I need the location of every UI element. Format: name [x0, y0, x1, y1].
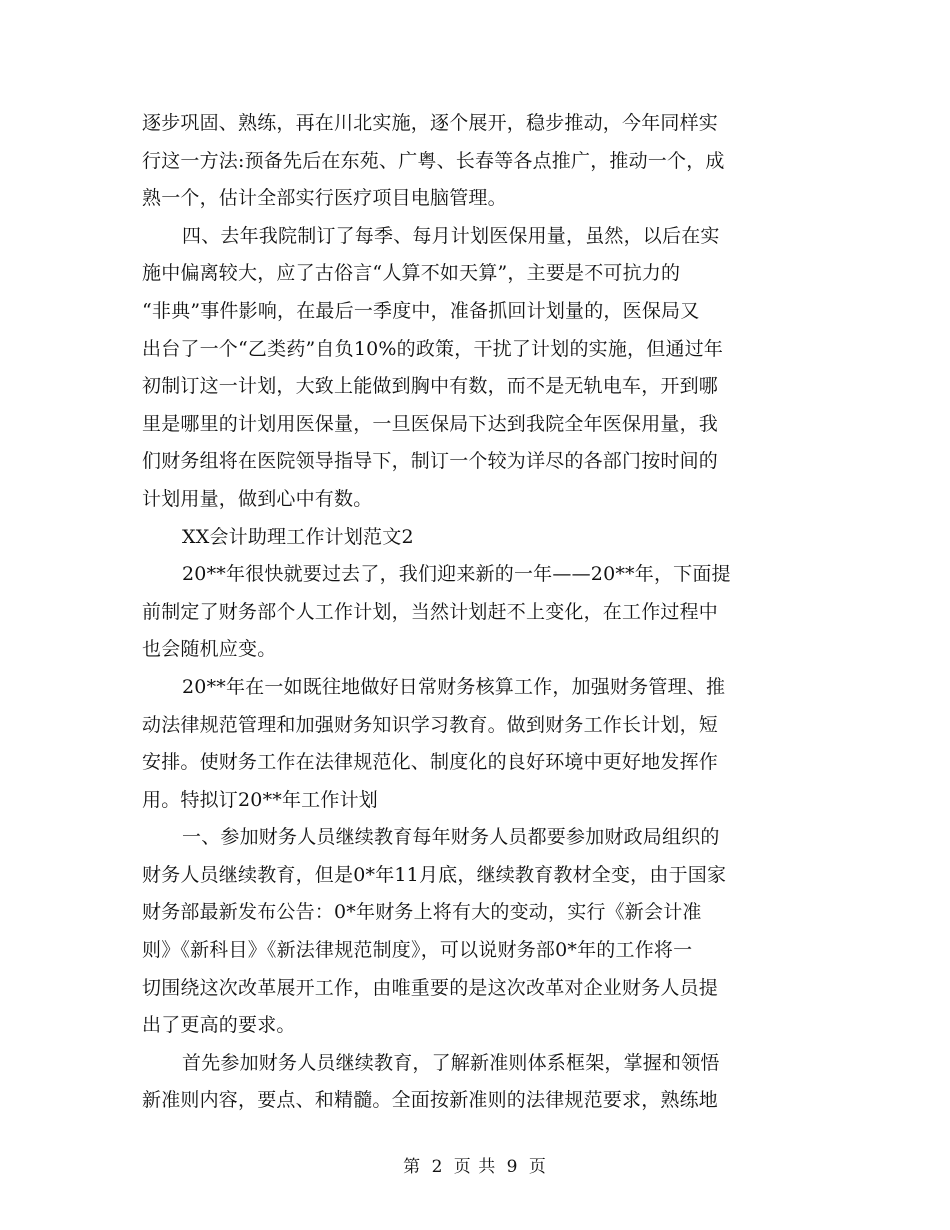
text-line: 新准则内容，要点、和精髓。全面按新准则的法律规范要求，熟练地	[142, 1089, 719, 1112]
text-line: 里是哪里的计划用医保量，一旦医保局下达到我院全年医保用量，我	[142, 412, 719, 435]
text-line: 财务部最新发布公告：0*年财务上将有大的变动，实行《新会计准	[142, 901, 702, 924]
footer-prefix: 第	[403, 1157, 422, 1177]
footer-suffix: 页	[528, 1157, 547, 1177]
text-line: 首先参加财务人员继续教育，了解新准则体系框架，掌握和领悟	[182, 1051, 720, 1074]
text-line: 初制订这一计划，大致上能做到胸中有数，而不是无轨电车，开到哪	[142, 375, 719, 398]
footer-current-page: 2	[431, 1157, 444, 1177]
text-line: 四、去年我院制订了每季、每月计划医保用量，虽然，以后在实	[182, 224, 720, 247]
footer-middle: 页 共	[453, 1157, 497, 1177]
text-line: 施中偏离较大，应了古俗言“人算不如天算”，主要是不可抗力的	[142, 262, 681, 285]
footer-total-pages: 9	[506, 1157, 519, 1177]
text-line: 动法律规范管理和加强财务知识学习教育。做到财务工作长计划，短	[142, 713, 719, 736]
text-line: 安排。使财务工作在法律规范化、制度化的良好环境中更好地发挥作	[142, 751, 719, 774]
text-line: 一、参加财务人员继续教育每年财务人员都要参加财政局组织的	[182, 826, 720, 849]
text-line: XX会计助理工作计划范文2	[182, 525, 414, 548]
page-footer	[0, 1152, 950, 1177]
text-line: 出台了一个“乙类药”自负10%的政策，干扰了计划的实施，但通过年	[142, 337, 724, 360]
text-line: 行这一方法:预备先后在东苑、广粤、长春等各点推广，推动一个，成	[142, 149, 725, 172]
text-line: 用。特拟订20**年工作计划	[142, 788, 378, 811]
text-line: 财务人员继续教育，但是0*年11月底，继续教育教材全变，由于国家	[142, 863, 727, 886]
text-line: 则》《新科目》《新法律规范制度》，可以说财务部0*年的工作将一	[142, 939, 693, 962]
text-line: 计划用量，做到心中有数。	[142, 487, 373, 510]
text-line: 前制定了财务部个人工作计划，当然计划赶不上变化，在工作过程中	[142, 600, 719, 623]
text-line: “非典”事件影响，在最后一季度中，准备抓回计划量的，医保局又	[142, 299, 700, 322]
text-line: 出了更高的要求。	[142, 1014, 296, 1037]
text-line: 也会随机应变。	[142, 638, 277, 661]
text-line: 20**年很快就要过去了，我们迎来新的一年——20**年，下面提	[182, 563, 731, 586]
text-line: 切围绕这次改革展开工作，由唯重要的是这次改革对企业财务人员提	[142, 976, 719, 999]
document-body	[142, 105, 812, 1120]
text-line: 们财务组将在医院领导指导下，制订一个较为详尽的各部门按时间的	[142, 450, 719, 473]
text-line: 逐步巩固、熟练，再在川北实施，逐个展开，稳步推动，今年同样实	[142, 112, 719, 134]
text-line: 20**年在一如既往地做好日常财务核算工作，加强财务管理、推	[182, 675, 726, 698]
text-line: 熟一个，估计全部实行医疗项目电脑管理。	[142, 187, 507, 210]
